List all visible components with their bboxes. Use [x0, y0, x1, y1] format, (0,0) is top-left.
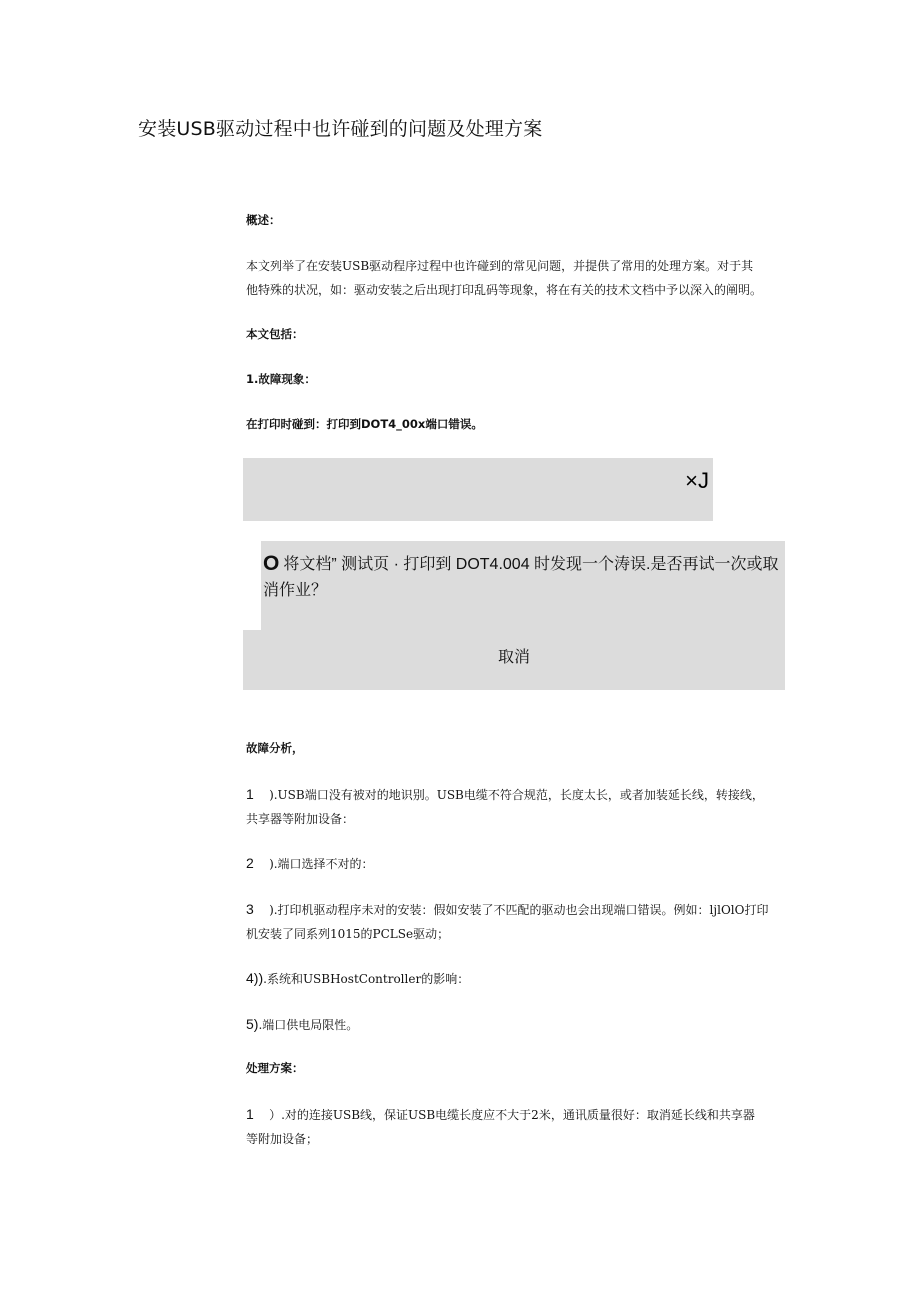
close-icon[interactable]: ×J — [685, 468, 709, 493]
cancel-button[interactable]: 取消 — [243, 643, 785, 668]
item-number: 4)) — [246, 970, 264, 986]
item-text: ).端口选择不对的： — [269, 857, 374, 871]
item-number: 1 — [246, 786, 254, 802]
solution-heading: 处理方案： — [246, 1061, 304, 1075]
item-text: 等附加设备； — [246, 1132, 319, 1146]
section1-heading: 1.故障现象： — [246, 372, 316, 386]
overview-text — [246, 254, 791, 302]
dialog-body — [261, 541, 785, 630]
analysis-item-5 — [246, 1012, 791, 1037]
overview-heading: 概述： — [246, 213, 281, 227]
analysis-heading: 故障分析， — [246, 741, 304, 755]
analysis-item-2 — [246, 851, 791, 876]
item-text: .端口供电局限性。 — [258, 1018, 359, 1032]
item-text: 机安装了同系列1015的PCLSe驱动； — [246, 927, 450, 941]
dialog-message — [263, 551, 783, 604]
document-title: 安装USB驱动过程中也许碰到的问题及处理方案 — [138, 118, 543, 140]
info-icon: O — [263, 552, 280, 575]
symptom-text: 在打印时碰到：打印到DOT4_00x端口错误。 — [246, 417, 483, 431]
item-text: ).打印机驱动程序未对的安装：假如安装了不匹配的驱动也会出现端口错误。例如：ljlOlO打印 — [269, 903, 769, 917]
item-number: 1 — [246, 1106, 254, 1122]
item-text: ）.对的连接USB线，保证USB电缆长度应不大于2米，通讯质量很好：取消延长线和共享器 — [269, 1108, 755, 1122]
dialog-message-text: 将文档” 测试页 · 打印到 DOT4.004 时发现一个涛误.是否再试一次或取消作业？ — [263, 556, 779, 599]
item-number: 5) — [246, 1016, 259, 1032]
contents-heading: 本文包括： — [246, 327, 304, 341]
solution-item-1 — [246, 1102, 791, 1151]
dialog-footer — [243, 630, 785, 690]
analysis-item-1 — [246, 782, 791, 831]
item-number: 2 — [246, 855, 254, 871]
analysis-item-4 — [246, 966, 791, 991]
item-text: ).USB端口没有被对的地识别。USB电缆不符合规范，长度太长，或者加装延长线，转接线， — [269, 788, 764, 802]
item-number: 3 — [246, 901, 254, 917]
item-text: 共享器等附加设备： — [246, 812, 355, 826]
overview-line: 本文列举了在安装USB驱动程序过程中也许碰到的常见问题，并提供了常用的处理方案。对于其 — [246, 259, 754, 273]
dialog-title-bar — [243, 458, 713, 521]
analysis-item-3 — [246, 897, 791, 946]
overview-line: 他特殊的状况，如：驱动安装之后出现打印乱码等现象，将在有关的技术文档中予以深入的阐明。 — [246, 283, 763, 297]
item-text: .系统和USBHostController的影响： — [263, 972, 470, 986]
